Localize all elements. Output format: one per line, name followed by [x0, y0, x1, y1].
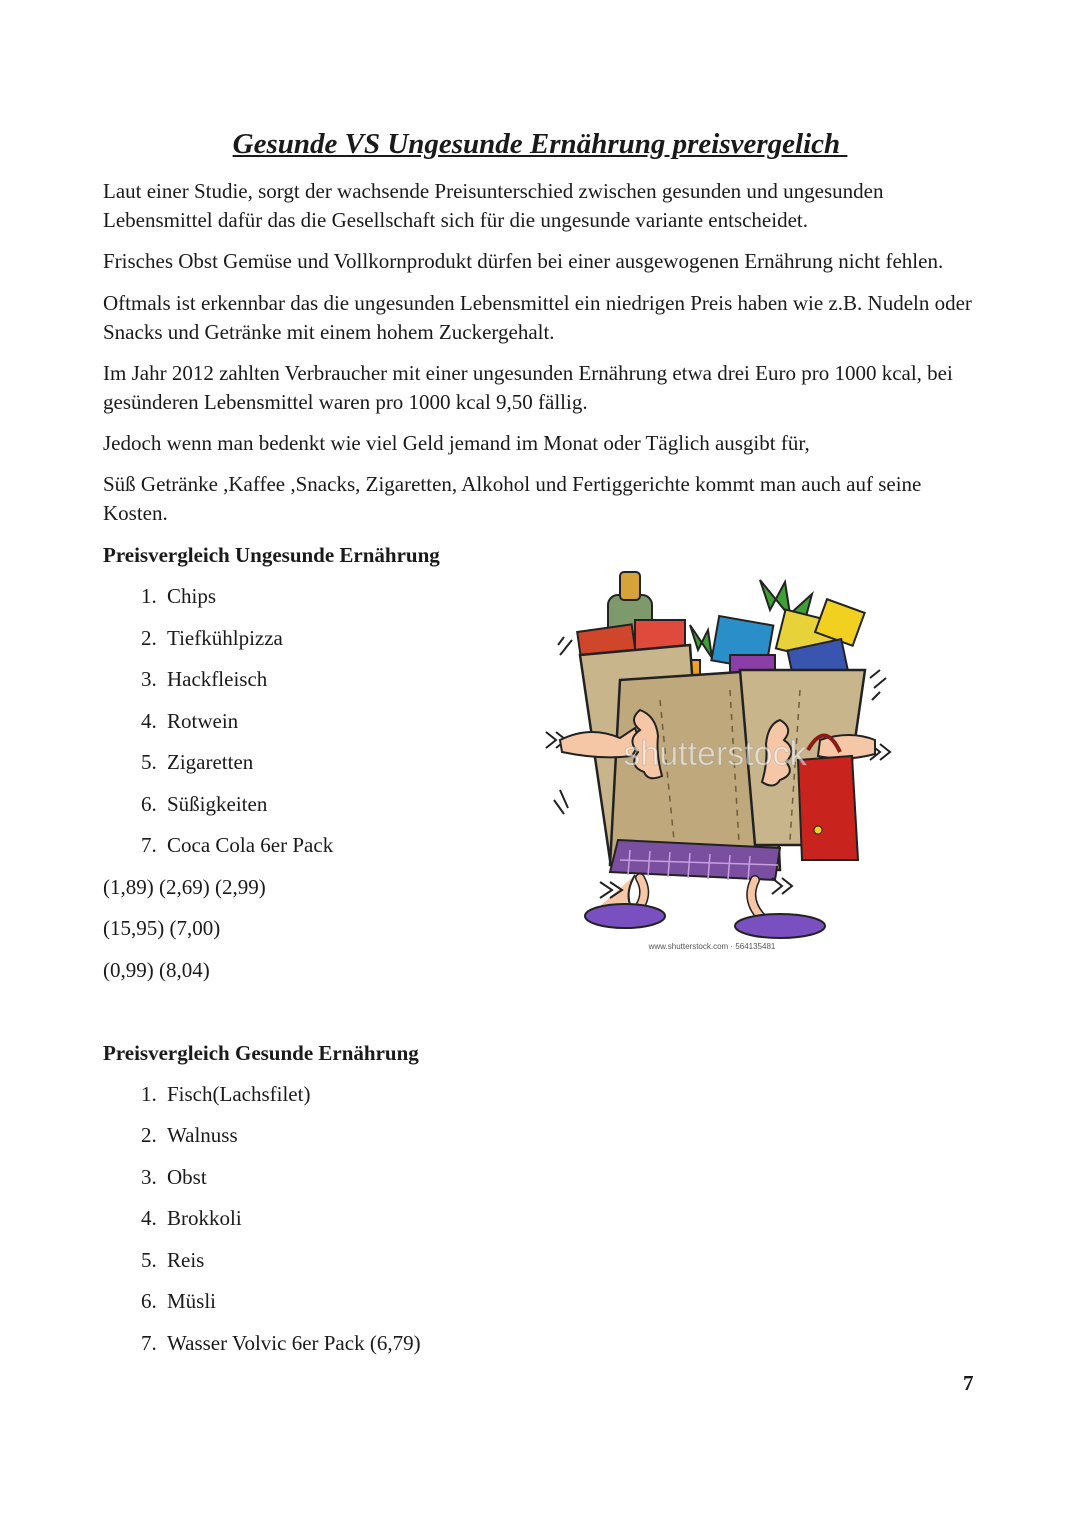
- paragraph-study: Laut einer Studie, sorgt der wachsende Preisunterschied zwischen gesunden und ungesunden Lebensmittel dafür das die Gesellschaft sich für die ungesunde variante entscheidet.: [103, 179, 884, 232]
- list-item: 1. Chips: [141, 584, 217, 608]
- image-credit: www.shutterstock.com · 564135481: [648, 942, 776, 951]
- price-line: (1,89) (2,69) (2,99): [103, 875, 266, 899]
- heading-healthy: Preisvergleich Gesunde Ernährung: [103, 1041, 419, 1065]
- paragraph-spending: Jedoch wenn man bedenkt wie viel Geld jemand im Monat oder Täglich ausgibt für,: [103, 431, 810, 455]
- list-item: 4. Brokkoli: [141, 1206, 242, 1230]
- list-item: 4. Rotwein: [141, 709, 239, 733]
- paragraph-low-price: Oftmals ist erkennbar das die ungesunden Lebensmittel ein niedrigen Preis haben wie z.B. Nudeln oder Snacks und Getränke mit einem hohem Zuckergehalt.: [103, 291, 972, 344]
- list-item: 3. Obst: [141, 1165, 207, 1189]
- list-item: 5. Reis: [141, 1248, 205, 1272]
- page-number: 7: [963, 1371, 974, 1395]
- paragraph-fresh-food: Frisches Obst Gemüse und Vollkornprodukt dürfen bei einer ausgewogenen Ernährung nicht fehlen.: [103, 249, 944, 273]
- shopping-bags-illustration: [540, 560, 900, 955]
- list-item: 7. Coca Cola 6er Pack: [141, 833, 334, 857]
- paragraph-2012: Im Jahr 2012 zahlten Verbraucher mit einer ungesunden Ernährung etwa drei Euro pro 1000 kcal, bei gesünderen Lebensmittel waren pro 1000 kcal 9,50 fällig.: [103, 361, 953, 414]
- list-item: 1. Fisch(Lachsfilet): [141, 1082, 311, 1106]
- price-line: (0,99) (8,04): [103, 958, 210, 982]
- list-item: 7. Wasser Volvic 6er Pack (6,79): [141, 1331, 421, 1355]
- watermark-text: shutterstock: [623, 735, 807, 773]
- list-item: 3. Hackfleisch: [141, 667, 268, 691]
- page-title: Gesunde VS Ungesunde Ernährung preisvergelich: [232, 128, 848, 160]
- list-item: 6. Süßigkeiten: [141, 792, 268, 816]
- paragraph-costs: Süß Getränke ,Kaffee ,Snacks, Zigaretten, Alkohol und Fertiggerichte kommt man auch auf seine Kosten.: [103, 472, 922, 525]
- price-line: (15,95) (7,00): [103, 916, 221, 940]
- list-item: 6. Müsli: [141, 1289, 217, 1313]
- list-item: 5. Zigaretten: [141, 750, 254, 774]
- list-item: 2. Tiefkühlpizza: [141, 626, 283, 650]
- list-item: 2. Walnuss: [141, 1123, 238, 1147]
- heading-unhealthy: Preisvergleich Ungesunde Ernährung: [103, 543, 440, 567]
